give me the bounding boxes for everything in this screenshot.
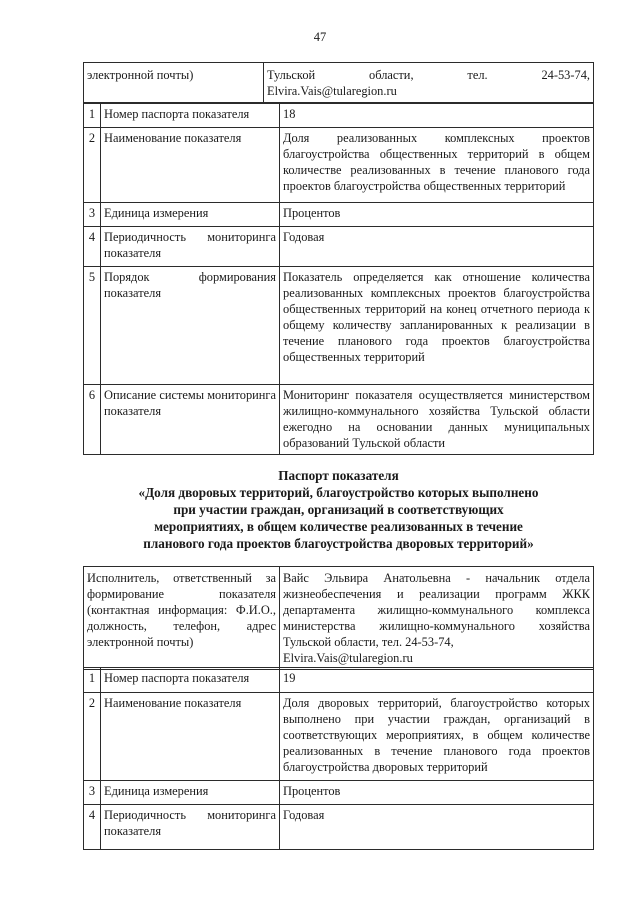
row-value: Доля дворовых территорий, благоустройство которых выполнено при участии граждан, организаций в соответствующих мероприятиях, в общем количестве реализованных в течение планового года проектов благоустройства дворовых территорий [280, 693, 594, 781]
passport-title [83, 467, 594, 552]
row-number: 1 [84, 104, 101, 128]
row-number: 3 [84, 203, 101, 227]
executor-label: Исполнитель, ответственный за формирование показателя (контактная информация: Ф.И.О., должность, телефон, адрес электронной почты) [84, 567, 280, 670]
email-text: Elvira.Vais@tularegion.ru [267, 84, 397, 98]
row-label: Номер паспорта показателя [101, 668, 280, 693]
executor-text: Вайс Эльвира Анатольевна - начальник отдела жизнеобеспечения и реализации программ ЖКК департамента жилищно-коммунального комплекса министерства жилищно-коммунального хозяйства Тульской области, тел. 24-53-74, [283, 571, 590, 649]
table-row [84, 267, 594, 385]
cell-text: электронной почты) [87, 68, 194, 82]
row-value: 18 [280, 104, 594, 128]
row-label: Порядок формирования показателя [101, 267, 280, 385]
row-label: Единица измерения [101, 203, 280, 227]
row-value: Процентов [280, 781, 594, 805]
row-label: Периодичность мониторинга показателя [101, 227, 280, 267]
table-cell-value [264, 63, 594, 103]
row-value: 19 [280, 668, 594, 693]
row-number: 2 [84, 693, 101, 781]
table-cell-label [84, 63, 264, 103]
table-row [84, 567, 594, 670]
row-label: Периодичность мониторинга показателя [101, 805, 280, 850]
table-row [84, 805, 594, 850]
executor-value [280, 567, 594, 670]
row-value: Показатель определяется как отношение количества реализованных комплексных проектов благоустройства общественных территорий на конец отчетного периода к общему количеству запланированных к реализации в течение планового года проектов благоустройства общественных территорий [280, 267, 594, 385]
row-label: Единица измерения [101, 781, 280, 805]
row-value: Годовая [280, 227, 594, 267]
row-value: Процентов [280, 203, 594, 227]
row-label: Описание системы мониторинга показателя [101, 385, 280, 455]
title-line: мероприятиях, в общем количестве реализованных в течение [154, 519, 523, 534]
row-number: 1 [84, 668, 101, 693]
email-text: Elvira.Vais@tularegion.ru [283, 651, 413, 665]
table-row [84, 128, 594, 203]
table-row [84, 63, 594, 103]
indicator-passport-table-19-body [83, 667, 594, 850]
title-line: «Доля дворовых территорий, благоустройство которых выполнено [138, 485, 539, 500]
table-row [84, 227, 594, 267]
title-line: планового года проектов благоустройства дворовых территорий» [143, 536, 534, 551]
table-row [84, 668, 594, 693]
title-line: при участии граждан, организаций в соответствующих [173, 502, 504, 517]
indicator-passport-table-19 [83, 566, 594, 670]
table-row [84, 104, 594, 128]
row-number: 3 [84, 781, 101, 805]
row-value: Доля реализованных комплексных проектов благоустройства общественных территорий в общем количестве реализованных в течение планового года проектов благоустройства общественных территорий [280, 128, 594, 203]
row-number: 2 [84, 128, 101, 203]
indicator-passport-table-18-body [83, 103, 594, 455]
row-value: Годовая [280, 805, 594, 850]
indicator-passport-table-18 [83, 62, 594, 103]
cell-text: Тульской области, тел. 24-53-74, [267, 68, 590, 82]
title-line: Паспорт показателя [278, 468, 399, 483]
row-label: Наименование показателя [101, 693, 280, 781]
table-row [84, 203, 594, 227]
row-number: 4 [84, 227, 101, 267]
table-row [84, 693, 594, 781]
row-number: 4 [84, 805, 101, 850]
row-label: Наименование показателя [101, 128, 280, 203]
page-number: 47 [313, 30, 327, 44]
row-number: 5 [84, 267, 101, 385]
table-row [84, 781, 594, 805]
row-label: Номер паспорта показателя [101, 104, 280, 128]
row-number: 6 [84, 385, 101, 455]
table-row [84, 385, 594, 455]
row-value: Мониторинг показателя осуществляется министерством жилищно-коммунального хозяйства Тульской области ежегодно на основании данных муниципальных образований Тульской области [280, 385, 594, 455]
